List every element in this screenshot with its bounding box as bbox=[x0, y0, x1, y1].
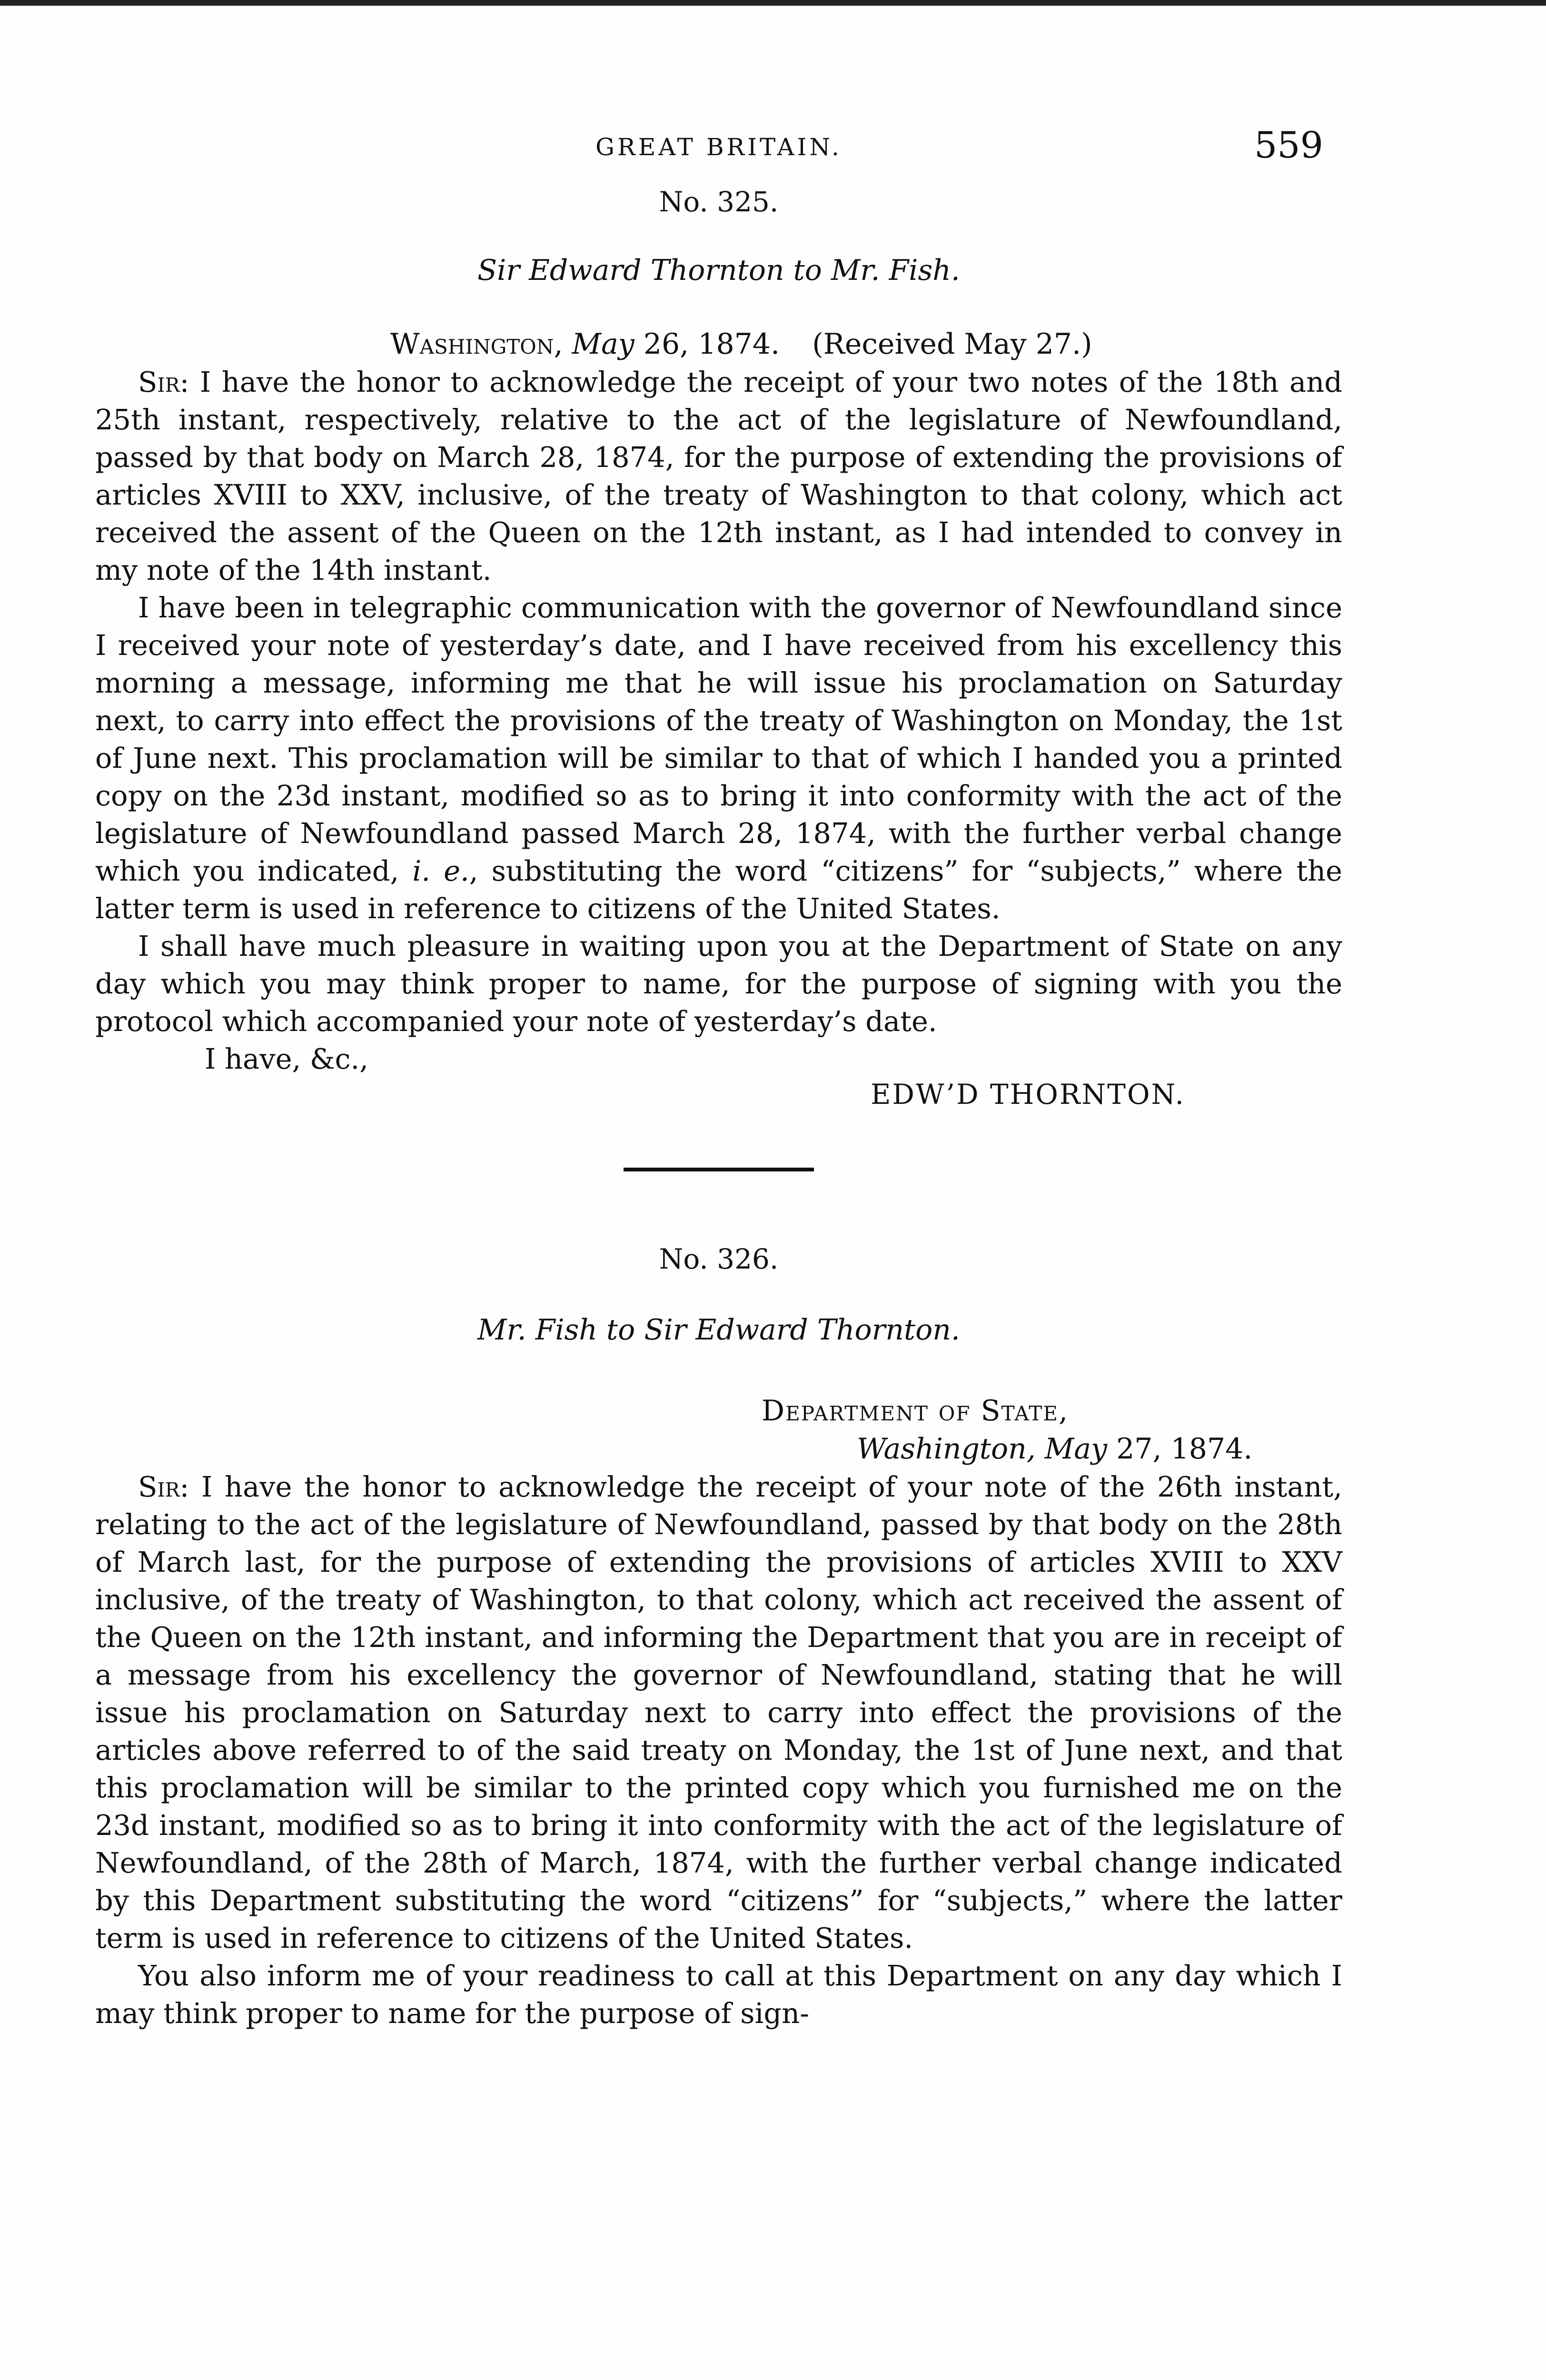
page-number: 559 bbox=[1254, 124, 1323, 166]
paragraph-text: , substituting the word “citizens” for “subjects,” where the latter term is used in reference to citizens of the United States. bbox=[95, 854, 1342, 925]
dateline-date bbox=[95, 1430, 1342, 1468]
salutation: Sir: bbox=[138, 366, 189, 398]
paragraph-italic: i. e. bbox=[412, 854, 469, 887]
paragraph-text: I shall have much pleasure in waiting upon you at the Department of State on any day which you may think proper to name, for the purpose of signing with you the protocol which accompanied your note of yesterday’s date. bbox=[95, 930, 1342, 1038]
section-divider bbox=[624, 1168, 814, 1171]
paragraph-text: I have been in telegraphic communication with the governor of Newfoundland since I received your note of yesterday’s date, and I have received from his excellency this morning a message, informing me that he will issue his proclamation on Saturday next, to carry into effect the provisions of the treaty of Washington on Monday, the 1st of June next. This proclamation will be similar to that of which I handed you a printed copy on the 23d instant, modified so as to bring it into conformity with the act of the legislature of Newfoundland passed March 28, 1874, with the further verbal change which you indicated, bbox=[95, 591, 1342, 887]
paragraph-text: I have the honor to acknowledge the receipt of your two notes of the 18th and 25th instant, respectively, relative to the act of the legislature of Newfoundland, passed by that body on March 28, 1874, for the purpose of extending the provisions of articles XVIII to XXV, inclusive, of the treaty of Washington to that colony, which act received the assent of the Queen on the 12th instant, as I had intended to convey in my note of the 14th instant. bbox=[95, 366, 1342, 586]
dateline bbox=[95, 1392, 1342, 1468]
document-title: Sir Edward Thornton to Mr. Fish. bbox=[477, 254, 960, 287]
paragraph-text: You also inform me of your readiness to call at this Department on any day which I may think proper to name for the purpose of sign- bbox=[95, 1959, 1342, 2030]
letter-body bbox=[95, 363, 1342, 1040]
closing: I have, &c., bbox=[205, 1042, 369, 1075]
dateline-place: Washington, bbox=[390, 327, 563, 361]
document-page bbox=[95, 86, 1342, 2032]
paragraph-text: I have the honor to acknowledge the receipt of your note of the 26th instant, relating to the act of the legislature of Newfoundland, passed by that body on the 28th of March last, for the purpose of extending the provisions of articles XVIII to XXV inclusive, of the treaty of Washington, to that colony, which act received the assent of the Queen on the 12th instant, and informing the Department that you are in receipt of a message from his excellency the governor of Newfoundland, stating that he will issue his proclamation on Saturday next to carry into effect the provisions of the articles above referred to of the said treaty on Monday, the 1st of June next, and that this proclamation will be similar to the printed copy which you furnished me on the 23d instant, modified so as to bring it into conformity with the act of the legislature of Newfoundland, of the 28th of March, 1874, with the further verbal change indicated by this Department substituting the word “citizens” for “subjects,” where the latter term is used in reference to citizens of the United States. bbox=[95, 1470, 1342, 1954]
dateline-department: Department of State, bbox=[762, 1394, 1069, 1428]
document-title: Mr. Fish to Sir Edward Thornton. bbox=[477, 1313, 960, 1347]
salutation: Sir: bbox=[138, 1470, 189, 1503]
document-number: No. 326. bbox=[659, 1243, 779, 1275]
paragraph bbox=[95, 363, 1342, 589]
dateline-place: Washington, May bbox=[857, 1432, 1108, 1466]
letter-body bbox=[95, 1468, 1342, 2032]
document-number: No. 325. bbox=[659, 186, 779, 218]
dateline-month: May bbox=[572, 327, 634, 361]
running-head: GREAT BRITAIN. bbox=[595, 133, 842, 161]
paragraph bbox=[95, 1468, 1342, 1957]
dateline-day-year: 27, 1874. bbox=[1116, 1432, 1253, 1466]
dateline bbox=[95, 325, 1342, 363]
paragraph bbox=[95, 1957, 1342, 2032]
signature: EDW’D THORNTON. bbox=[871, 1078, 1185, 1111]
received-note: (Received May 27.) bbox=[812, 327, 1092, 361]
top-border bbox=[0, 0, 1546, 6]
page-header bbox=[95, 86, 1342, 166]
dateline-day-year: 26, 1874. bbox=[643, 327, 780, 361]
paragraph bbox=[95, 927, 1342, 1040]
paragraph bbox=[95, 589, 1342, 927]
